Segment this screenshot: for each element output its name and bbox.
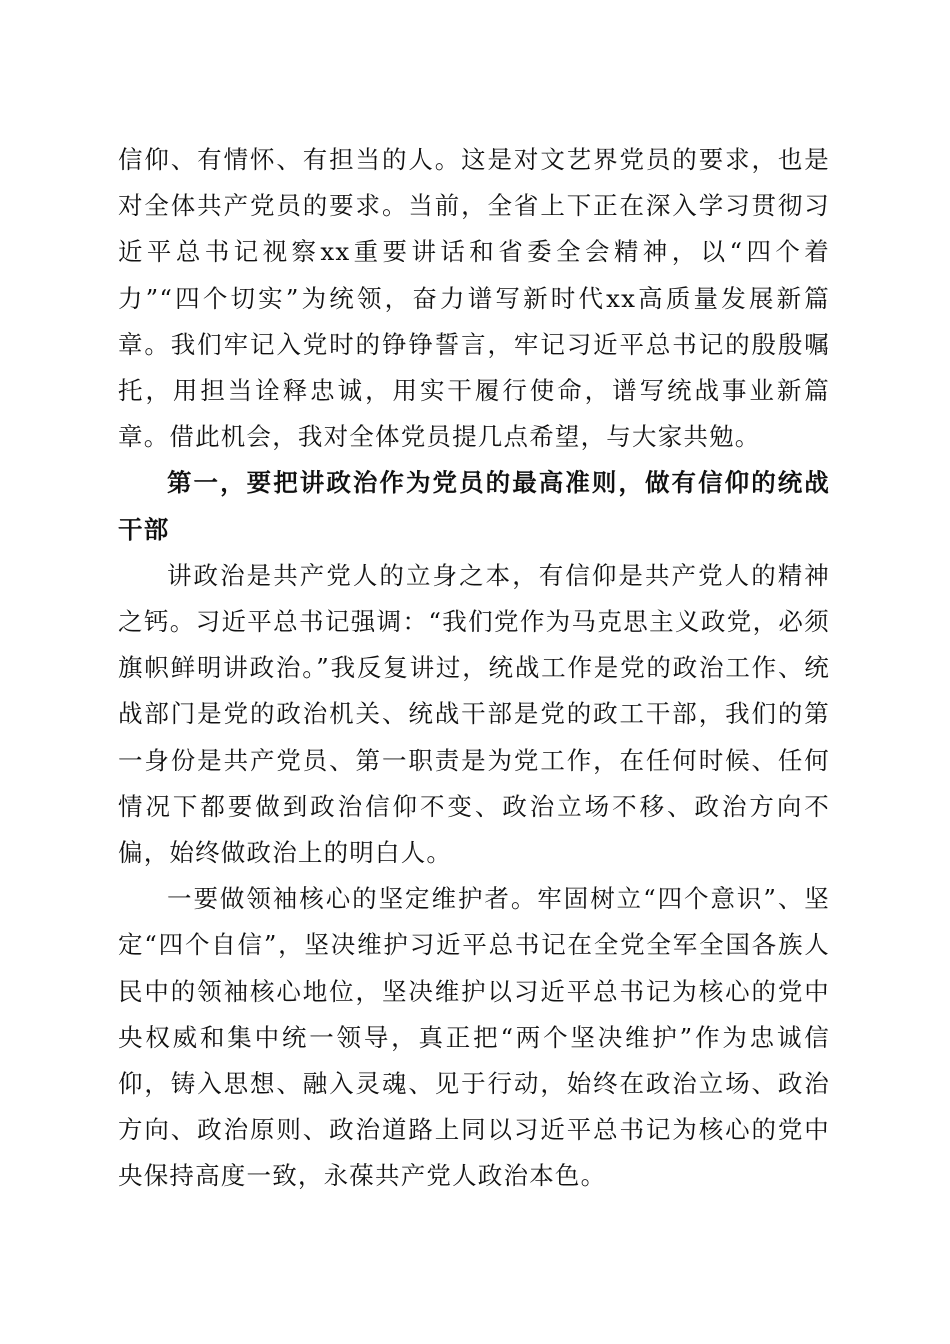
- document-body: [118, 137, 830, 1200]
- body-paragraph-1: 信仰、有情怀、有担当的人。这是对文艺界党员的要求，也是对全体共产党员的要求。当前，全省上下正在深入学习贯彻习近平总书记视察xx重要讲话和省委全会精神，以“四个着力”“四个切实”为统领，奋力谱写新时代xx高质量发展新篇章。我们牢记入党时的铮铮誓言，牢记习近平总书记的殷殷嘱托，用担当诠释忠诚，用实干履行使命，谱写统战事业新篇章。借此机会，我对全体党员提几点希望，与大家共勉。: [118, 145, 830, 452]
- section-heading: 第一，要把讲政治作为党员的最高准则，做有信仰的统战干部: [118, 468, 830, 544]
- body-paragraph-2: 讲政治是共产党人的立身之本，有信仰是共产党人的精神之钙。习近平总书记强调：“我们党作为马克思主义政党，必须旗帜鲜明讲政治。”我反复讲过，统战工作是党的政治工作、统战部门是党的政治机关、统战干部是党的政工干部，我们的第一身份是共产党员、第一职责是为党工作，在任何时候、任何情况下都要做到政治信仰不变、政治立场不移、政治方向不偏，始终做政治上的明白人。: [118, 560, 830, 868]
- body-paragraph-3: 一要做领袖核心的坚定维护者。牢固树立“四个意识”、坚定“四个自信”，坚决维护习近平总书记在全党全军全国各族人民中的领袖核心地位，坚决维护以习近平总书记为核心的党中央权威和集中统一领导，真正把“两个坚决维护”作为忠诚信仰，铸入思想、融入灵魂、见于行动，始终在政治立场、政治方向、政治原则、政治道路上同以习近平总书记为核心的党中央保持高度一致，永葆共产党人政治本色。: [118, 884, 830, 1191]
